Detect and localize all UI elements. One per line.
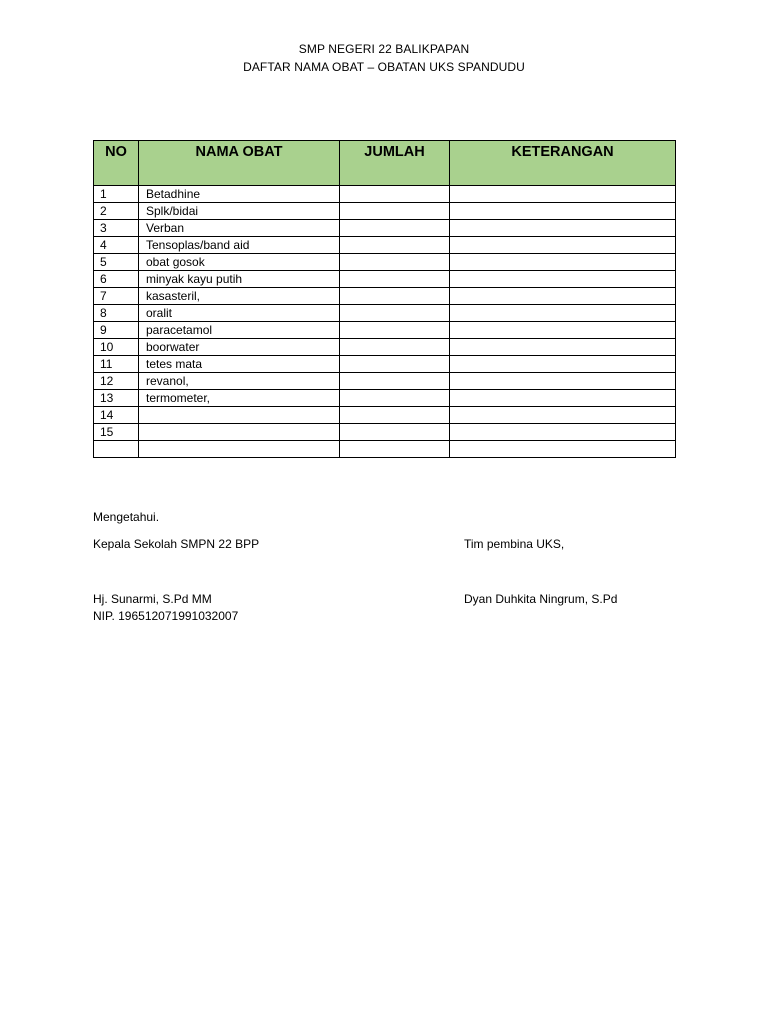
row-number-cell: 10 <box>94 339 139 356</box>
row-number-cell: 7 <box>94 288 139 305</box>
table-row <box>94 254 676 271</box>
row-number-cell: 8 <box>94 305 139 322</box>
note-cell <box>450 373 676 390</box>
principal-name: Hj. Sunarmi, S.Pd MM <box>93 592 212 606</box>
medicine-name-cell: Splk/bidai <box>139 203 340 220</box>
quantity-cell <box>340 271 450 288</box>
table-row <box>94 339 676 356</box>
row-number-cell: 15 <box>94 424 139 441</box>
quantity-cell <box>340 237 450 254</box>
column-header-name: NAMA OBAT <box>139 141 340 186</box>
quantity-cell <box>340 441 450 458</box>
note-cell <box>450 254 676 271</box>
quantity-cell <box>340 186 450 203</box>
table-row <box>94 441 676 458</box>
note-cell <box>450 271 676 288</box>
table-row <box>94 237 676 254</box>
quantity-cell <box>340 356 450 373</box>
medicine-name-cell <box>139 407 340 424</box>
row-number-cell: 4 <box>94 237 139 254</box>
medicine-name-cell: termometer, <box>139 390 340 407</box>
quantity-cell <box>340 305 450 322</box>
table-row <box>94 305 676 322</box>
note-cell <box>450 305 676 322</box>
quantity-cell <box>340 424 450 441</box>
table-row <box>94 390 676 407</box>
table-row <box>94 356 676 373</box>
medicine-name-cell <box>139 424 340 441</box>
table-row <box>94 203 676 220</box>
principal-nip: NIP. 196512071991032007 <box>93 609 239 623</box>
medicine-name-cell: paracetamol <box>139 322 340 339</box>
quantity-cell <box>340 288 450 305</box>
medicine-name-cell: Betadhine <box>139 186 340 203</box>
uks-team-role: Tim pembina UKS, <box>464 537 565 551</box>
medicine-name-cell: revanol, <box>139 373 340 390</box>
medicine-name-cell: Tensoplas/band aid <box>139 237 340 254</box>
row-number-cell: 12 <box>94 373 139 390</box>
medicine-name-cell: Verban <box>139 220 340 237</box>
quantity-cell <box>340 220 450 237</box>
principal-role: Kepala Sekolah SMPN 22 BPP <box>93 537 260 551</box>
row-number-cell: 3 <box>94 220 139 237</box>
medicine-name-cell: tetes mata <box>139 356 340 373</box>
row-number-cell: 14 <box>94 407 139 424</box>
quantity-cell <box>340 254 450 271</box>
note-cell <box>450 339 676 356</box>
medicine-name-cell: oralit <box>139 305 340 322</box>
note-cell <box>450 186 676 203</box>
column-header-qty: JUMLAH <box>340 141 450 186</box>
row-number-cell: 6 <box>94 271 139 288</box>
note-cell <box>450 220 676 237</box>
quantity-cell <box>340 407 450 424</box>
note-cell <box>450 237 676 254</box>
note-cell <box>450 322 676 339</box>
table-row <box>94 407 676 424</box>
note-cell <box>450 288 676 305</box>
row-number-cell: 13 <box>94 390 139 407</box>
column-header-no: NO <box>94 141 139 186</box>
table-row <box>94 186 676 203</box>
quantity-cell <box>340 339 450 356</box>
row-number-cell: 9 <box>94 322 139 339</box>
table-row <box>94 373 676 390</box>
medicine-name-cell <box>139 441 340 458</box>
school-title: SMP NEGERI 22 BALIKPAPAN <box>298 42 470 56</box>
table-row <box>94 424 676 441</box>
table-row <box>94 288 676 305</box>
table-row <box>94 322 676 339</box>
column-header-note: KETERANGAN <box>450 141 676 186</box>
row-number-cell <box>94 441 139 458</box>
document-title: DAFTAR NAMA OBAT – OBATAN UKS SPANDUDU <box>243 60 525 74</box>
note-cell <box>450 203 676 220</box>
quantity-cell <box>340 373 450 390</box>
medicine-name-cell: kasasteril, <box>139 288 340 305</box>
note-cell <box>450 441 676 458</box>
note-cell <box>450 424 676 441</box>
row-number-cell: 2 <box>94 203 139 220</box>
medicine-name-cell: obat gosok <box>139 254 340 271</box>
medicine-name-cell: minyak kayu putih <box>139 271 340 288</box>
note-cell <box>450 407 676 424</box>
note-cell <box>450 390 676 407</box>
quantity-cell <box>340 203 450 220</box>
row-number-cell: 1 <box>94 186 139 203</box>
acknowledged-label: Mengetahui. <box>93 510 160 524</box>
table-row <box>94 271 676 288</box>
row-number-cell: 5 <box>94 254 139 271</box>
table-header-row <box>94 141 676 186</box>
table-row <box>94 220 676 237</box>
note-cell <box>450 356 676 373</box>
uks-team-name: Dyan Duhkita Ningrum, S.Pd <box>464 592 618 606</box>
medicine-name-cell: boorwater <box>139 339 340 356</box>
quantity-cell <box>340 390 450 407</box>
quantity-cell <box>340 322 450 339</box>
medicine-table <box>93 140 676 458</box>
row-number-cell: 11 <box>94 356 139 373</box>
